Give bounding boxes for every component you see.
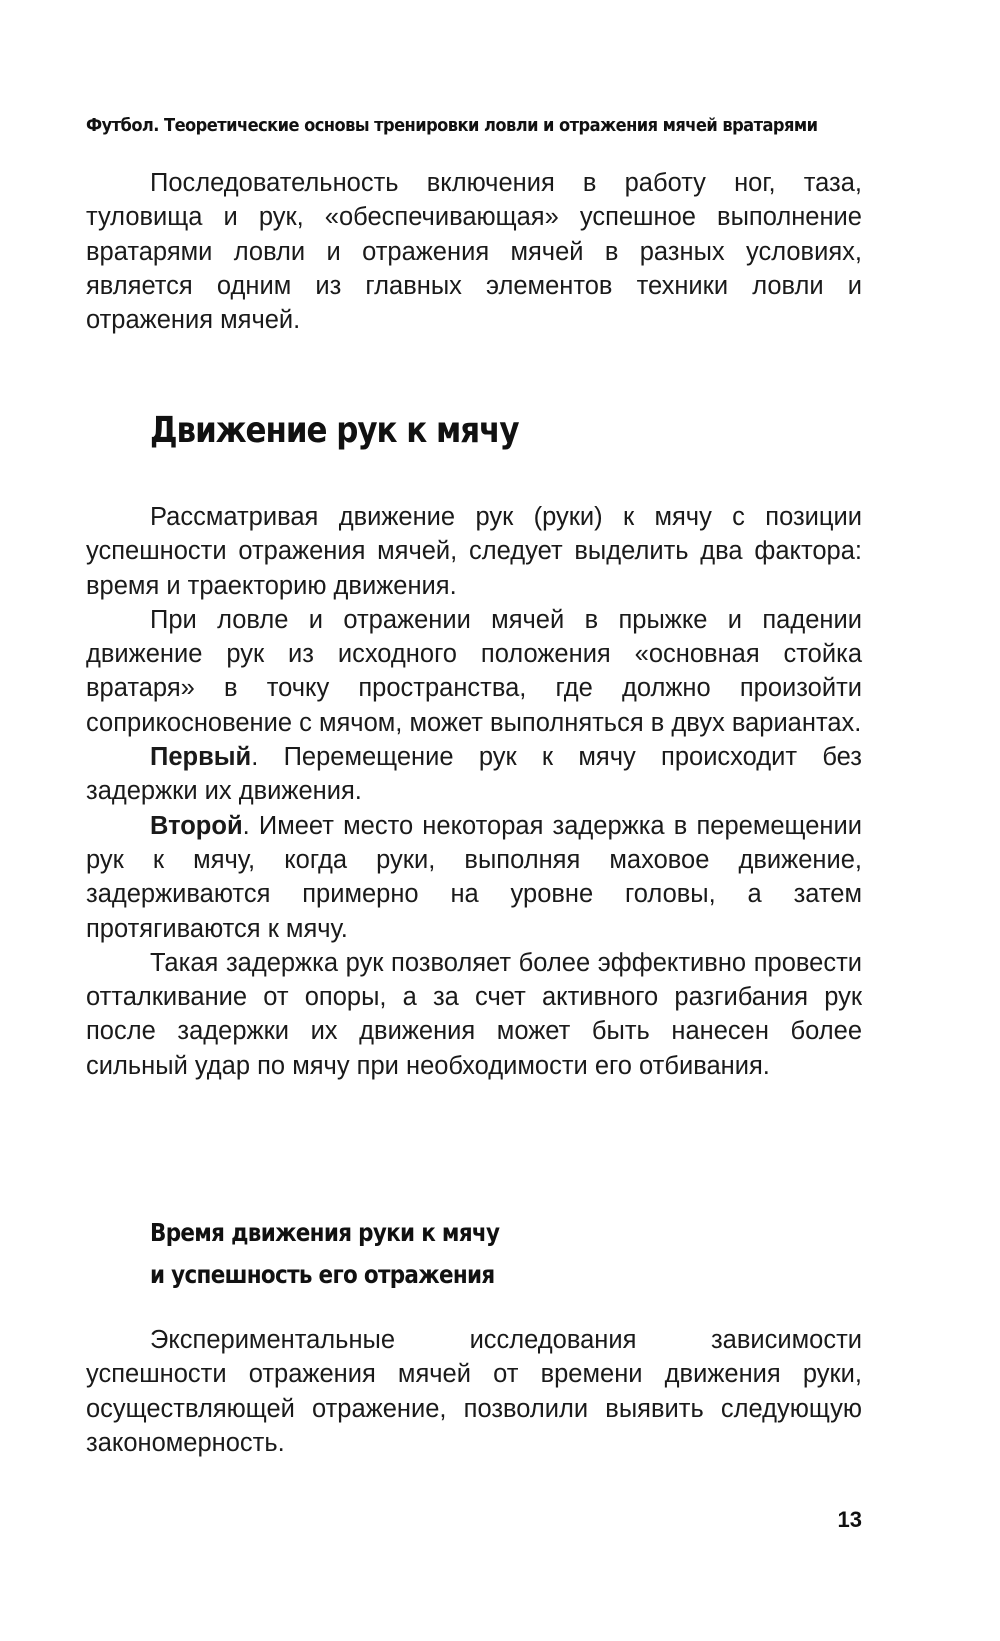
section-title: Движение рук к мячу (150, 410, 519, 451)
running-header: Футбол. Теоретические основы тренировки ловли и отражения мячей вратарями (86, 116, 818, 136)
second-variant-text: . Имеет место некоторая задержка в перемещении рук к мячу, когда руки, выполняя маховое движение, задерживаются примерно на уровне головы, а затем протягиваются к мячу. (86, 811, 862, 943)
page-number: 13 (837, 1507, 862, 1532)
intro-paragraph: Последовательность включения в работу ног, таза, туловища и рук, «обеспечивающая» успешное выполнение вратарями ловли и отражения мячей в разных условиях, является одним из главных элементов техники ловли и отражения мячей. (86, 169, 862, 335)
book-page (86, 0, 862, 1641)
first-variant-paragraph (86, 740, 862, 809)
second-variant-label: Второй (150, 811, 243, 840)
first-variant-text: . Перемещение рук к мячу происходит без задержки их движения. (86, 743, 862, 806)
subsection-title (150, 1212, 499, 1296)
subsection-title-line-1: Время движения руки к мячу (150, 1218, 500, 1247)
subsection-body (86, 1323, 862, 1460)
subsection-paragraph: Экспериментальные исследования зависимости успешности отражения мячей от времени движения руки, осуществляющей отражение, позволили выявить следующую закономерность. (86, 1326, 862, 1457)
section-paragraph-2: При ловле и отражении мячей в прыжке и падении движение рук из исходного положения «основная стойка вратаря» в точку пространства, где должно произойти соприкосновение с мячом, может выполняться в двух вариантах. (86, 605, 862, 737)
second-variant-paragraph (86, 809, 862, 946)
section-paragraph-1: Рассматривая движение рук (руки) к мячу с позиции успешности отражения мячей, следует выделить два фактора: время и траекторию движения. (86, 503, 862, 600)
subsection-title-line-2: и успешность его отражения (150, 1260, 495, 1289)
section-body (86, 500, 862, 1083)
first-variant-label: Первый (150, 743, 252, 772)
intro-block (86, 166, 862, 337)
section-paragraph-3: Такая задержка рук позволяет более эффективно провести отталкивание от опоры, а за счет активного разгибания рук после задержки их движения может быть нанесен более сильный удар по мячу при необходимости его отбивания. (86, 948, 862, 1080)
